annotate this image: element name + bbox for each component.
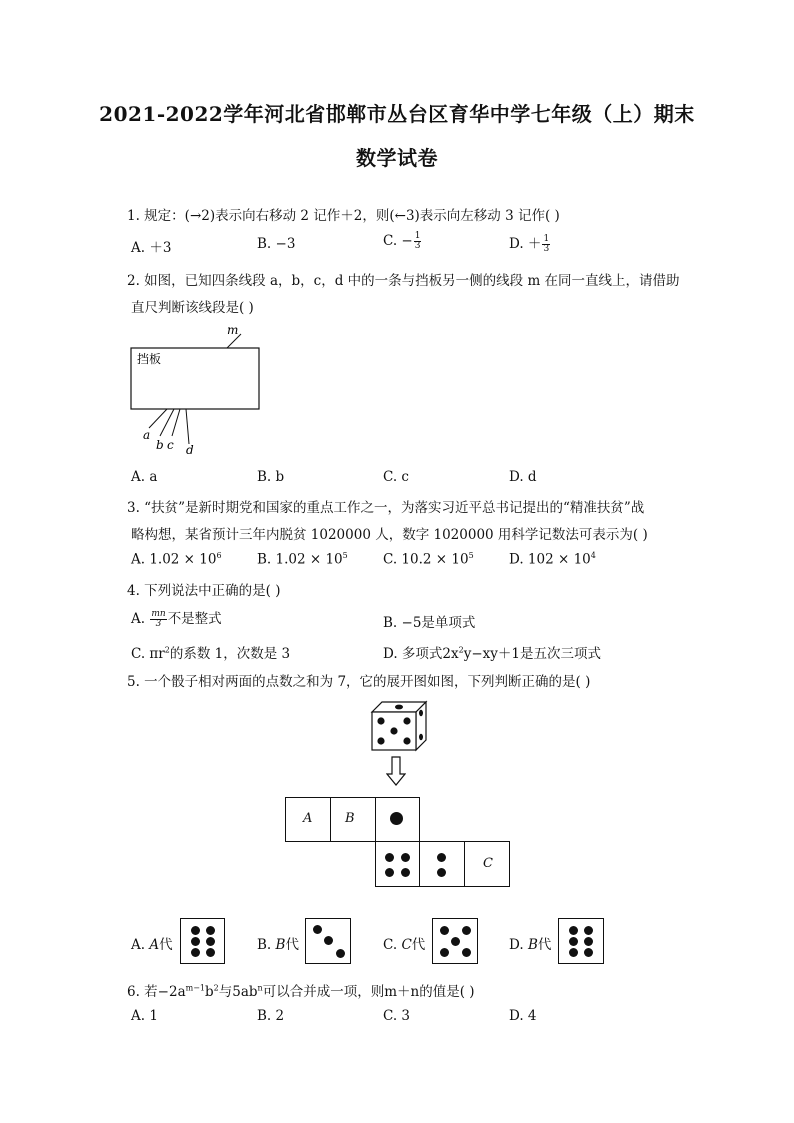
q5-d-suffix: 代 xyxy=(537,937,552,953)
net-cell-a xyxy=(285,797,331,842)
page-title-line1: 2021-2022学年河北省邯郸市丛台区育华中学七年级（上）期末 xyxy=(99,102,695,126)
q3-stem-line1: 3. “扶贫”是新时期党和国家的重点工作之一，为落实习近平总书记提出的“精准扶贫”战 xyxy=(127,500,645,516)
q1-option-d-prefix: D. ＋ xyxy=(509,236,542,252)
q6-exp1: m−1 xyxy=(185,983,206,993)
q4-d-post: y−xy＋1是五次三项式 xyxy=(463,646,602,662)
q4-option-a xyxy=(131,607,222,629)
pip xyxy=(313,925,322,934)
q4-option-c xyxy=(131,642,290,662)
pip xyxy=(401,853,410,862)
pip xyxy=(206,948,215,957)
net-label-b: B xyxy=(345,811,355,826)
q5-b-letter: B xyxy=(275,937,286,953)
q4-d-pre: D. 多项式2x xyxy=(383,646,459,662)
q2-option-a: A. a xyxy=(131,469,158,485)
pip xyxy=(569,948,578,957)
q5-option-d-text xyxy=(509,933,551,953)
q1-option-c-prefix: C. − xyxy=(383,233,413,249)
label-a: a xyxy=(143,428,151,442)
pip xyxy=(206,926,215,935)
q5-down-arrow-icon xyxy=(386,756,406,786)
q4-c-post: 的系数 1，次数是 3 xyxy=(169,646,291,662)
label-m: m xyxy=(227,323,239,337)
q3-option-c xyxy=(383,551,474,568)
q5-die-3d xyxy=(368,698,434,754)
segment-b xyxy=(160,409,174,436)
pip xyxy=(385,868,394,877)
q1-option-d-fraction xyxy=(542,235,550,254)
q4-option-d xyxy=(383,642,601,662)
label-d: d xyxy=(186,443,194,457)
pip xyxy=(451,937,460,946)
q1-d-denominator: 3 xyxy=(543,244,550,254)
q5-d-label: D. xyxy=(509,937,524,953)
q6-stem-post: 可以合并成一项，则m＋n的值是( ) xyxy=(262,984,475,1000)
pip xyxy=(440,948,449,957)
pip xyxy=(462,926,471,935)
barrier-label: 挡板 xyxy=(137,352,162,366)
q6-option-c: C. 3 xyxy=(383,1008,411,1024)
q6-stem-mid2: 与5ab xyxy=(218,984,258,1000)
page-title-line2: 数学试卷 xyxy=(356,146,438,170)
q3-stem-line2: 略构想，某省预计三年内脱贫 1020000 人，数字 1020000 用科学记数法可表示为( ) xyxy=(131,527,648,543)
segment-c xyxy=(172,409,180,436)
q4-a-denominator: 3 xyxy=(155,619,162,629)
pip xyxy=(191,948,200,957)
pip xyxy=(569,926,578,935)
q5-c-label: C. xyxy=(383,937,398,953)
q3-b-base: B. 1.02 × 10 xyxy=(257,551,343,568)
pip xyxy=(584,937,593,946)
q1-option-c-fraction xyxy=(414,232,422,251)
q4-a-numerator: mn xyxy=(151,609,166,619)
q3-option-b xyxy=(257,551,348,568)
q6-option-b: B. 2 xyxy=(257,1008,285,1024)
label-b: b xyxy=(156,438,164,452)
q5-c-suffix: 代 xyxy=(411,937,426,953)
pip xyxy=(390,812,403,825)
q5-stem: 5. 一个骰子相对两面的点数之和为 7，它的展开图如图，下列判断正确的是( ) xyxy=(127,674,591,690)
q6-exp3: n xyxy=(257,983,263,993)
q3-c-exp: 5 xyxy=(468,551,474,560)
q1-option-b: B. −3 xyxy=(257,236,296,252)
q3-option-d xyxy=(509,551,596,568)
pip xyxy=(437,868,446,877)
q5-option-c-text xyxy=(383,933,425,953)
q4-c-pre: C. πr xyxy=(131,646,165,662)
net-label-c: C xyxy=(483,856,493,871)
q5-option-a-face-six xyxy=(180,918,225,964)
q1-stem: 1. 规定：(→2)表示向右移动 2 记作＋2，则(←3)表示向左移动 3 记作( ) xyxy=(127,208,560,224)
q3-b-exp: 5 xyxy=(342,551,348,560)
pip xyxy=(206,937,215,946)
q3-d-exp: 4 xyxy=(590,551,596,560)
q2-option-c: C. c xyxy=(383,469,409,485)
q2-option-b: B. b xyxy=(257,469,285,485)
q1-option-d xyxy=(509,232,551,254)
q3-option-a xyxy=(131,551,222,568)
q1-c-denominator: 3 xyxy=(414,241,421,251)
q4-a-fraction xyxy=(150,610,166,629)
q2-barrier-diagram xyxy=(125,320,275,460)
q5-option-c-face-five xyxy=(432,918,478,964)
net-cell-four xyxy=(375,841,420,887)
q4-stem: 4. 下列说法中正确的是( ) xyxy=(127,583,281,599)
q2-option-d: D. d xyxy=(509,469,537,485)
pip xyxy=(401,868,410,877)
pip xyxy=(385,853,394,862)
q3-a-exp: 6 xyxy=(216,551,222,560)
net-cell-c xyxy=(464,841,510,887)
q6-option-a: A. 1 xyxy=(131,1008,158,1024)
pip xyxy=(584,948,593,957)
q1-option-c xyxy=(383,232,422,251)
q5-b-suffix: 代 xyxy=(285,937,299,953)
net-label-a: A xyxy=(303,811,313,826)
q3-a-base: A. 1.02 × 10 xyxy=(131,551,217,568)
segment-a xyxy=(149,409,167,428)
q1-c-numerator: 1 xyxy=(414,231,421,241)
pip xyxy=(191,937,200,946)
q3-c-base: C. 10.2 × 10 xyxy=(383,551,469,568)
q5-option-d-face-six xyxy=(558,918,604,964)
label-c: c xyxy=(167,438,174,452)
q6-stem-mid1: b xyxy=(205,984,214,1000)
q5-c-letter: C xyxy=(401,937,412,953)
pip xyxy=(336,949,345,958)
pip xyxy=(440,926,449,935)
q4-c-exp: 2 xyxy=(164,645,170,655)
q5-a-letter: A xyxy=(149,937,160,953)
q1-d-numerator: 1 xyxy=(543,234,550,244)
q2-stem-line2: 直尺判断该线段是( ) xyxy=(131,300,254,316)
q4-a-suffix: 不是整式 xyxy=(167,611,222,627)
q5-a-label: A. xyxy=(131,937,146,953)
net-cell-one xyxy=(375,797,420,842)
q6-exp2: 2 xyxy=(213,983,219,993)
q5-option-b-face-three xyxy=(305,918,351,964)
pip xyxy=(191,926,200,935)
pip xyxy=(324,936,333,945)
q4-a-prefix: A. xyxy=(131,611,150,627)
net-cell-two xyxy=(419,841,465,887)
net-cell-b xyxy=(330,797,376,842)
pip xyxy=(569,937,578,946)
q5-option-a-text xyxy=(131,933,173,953)
q3-d-base: D. 102 × 10 xyxy=(509,551,591,568)
q4-option-b: B. −5是单项式 xyxy=(383,615,476,631)
q5-a-suffix: 代 xyxy=(159,937,173,953)
q2-stem-line1: 2. 如图，已知四条线段 a，b，c，d 中的一条与挡板另一侧的线段 m 在同一直线上，请借助 xyxy=(127,273,680,289)
q1-option-a: A. ＋3 xyxy=(131,240,172,256)
q6-stem-pre: 6. 若−2a xyxy=(127,984,186,1000)
q5-d-letter: B xyxy=(527,937,538,953)
pip xyxy=(437,853,446,862)
segment-d xyxy=(186,409,189,444)
q5-option-b-text xyxy=(257,933,299,953)
q4-d-exp: 2 xyxy=(458,645,464,655)
pip xyxy=(584,926,593,935)
q6-option-d: D. 4 xyxy=(509,1008,537,1024)
pip xyxy=(462,948,471,957)
q6-stem xyxy=(127,980,475,1000)
q5-b-label: B. xyxy=(257,937,272,953)
